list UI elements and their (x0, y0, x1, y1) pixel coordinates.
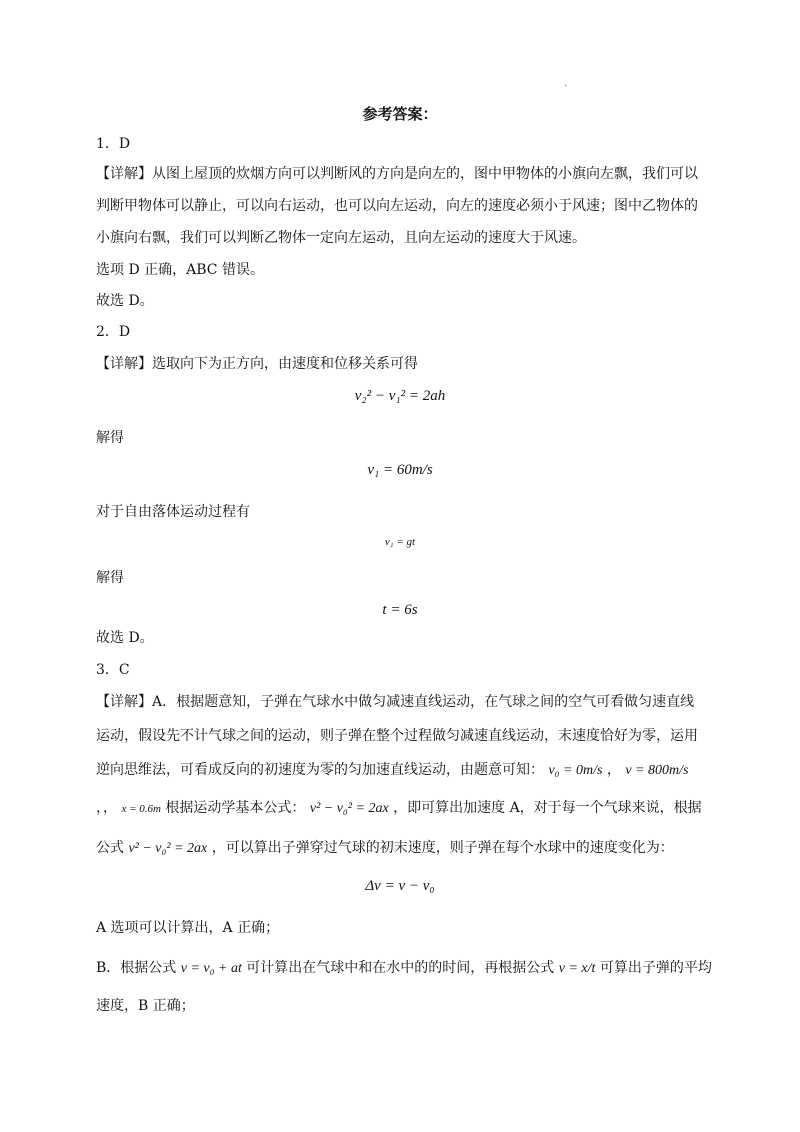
q2-equation-2: v₁ = 60m/s (367, 462, 433, 478)
q3-line5 (96, 838, 674, 859)
q1-line3: 小旗向右飘，我们可以判断乙物体一定向左运动，且向左运动的速度大于风速。 (96, 230, 586, 246)
q3-line7-formula-2: v = x/t (558, 961, 596, 976)
q3-equation-delta-v: Δv = v − v₀ (365, 878, 435, 894)
q3-line7-prefix: B．根据公式 (96, 960, 177, 976)
header-dot: . (564, 78, 568, 89)
q3-line4-prefix: ，， (96, 800, 117, 816)
q3-line3-formula-1: v₀ = 0m/s (548, 763, 603, 778)
q3-line3-formula-2: v = 800m/s (625, 763, 689, 778)
q3-line7-formula-1: v = v₀ + at (180, 961, 242, 976)
q3-number: 3．C (96, 662, 130, 678)
q2-line1: 【详解】选取向下为正方向，由速度和位移关系可得 (96, 356, 418, 372)
q3-line3 (96, 760, 688, 781)
q3-line4-formula-2: v² − v₀² = 2ax (309, 801, 389, 816)
page-title: 参考答案： (362, 105, 438, 123)
q3-line7-middle: 可计算出在气球中和在水中的的时间，再根据公式 (246, 960, 555, 976)
q2-solve-1: 解得 (96, 430, 124, 446)
q2-equation-4: t = 6s (382, 602, 418, 618)
q3-line1: 【详解】A．根据题意知，子弹在气球水中做匀减速直线运动，在气球之间的空气可看做匀速直线 (96, 694, 695, 710)
q3-line4-formula-1: x = 0.6m (121, 803, 161, 815)
q3-line6: A 选项可以计算出，A 正确； (96, 920, 280, 936)
q2-number: 2．D (96, 324, 131, 340)
q2-solve-2: 解得 (96, 570, 124, 586)
q3-line3-text: 逆向思维法，可看成反向的初速度为零的匀加速直线运动，由题意可知： (96, 762, 544, 778)
q1-line5: 故选 D。 (96, 293, 154, 309)
q2-line3: 故选 D。 (96, 630, 154, 646)
q2-line2: 对于自由落体运动过程有 (96, 504, 250, 520)
q2-equation-3: v₁ = gt (384, 536, 416, 548)
q3-line3-separator: ， (606, 762, 621, 778)
q1-line4: 选项 D 正确，ABC 错误。 (96, 262, 264, 278)
q1-line2: 判断甲物体可以静止，可以向右运动，也可以向左运动，向左的速度必须小于风速；图中乙物体的 (96, 198, 698, 214)
q3-line2: 运动，假设先不计气球之间的运动，则子弹在整个过程做匀减速直线运动，末速度恰好为零，运用 (96, 728, 698, 744)
q3-line7-suffix: 可算出子弹的平均 (599, 960, 712, 976)
q3-line8: 速度，B 正确； (96, 998, 195, 1014)
q1-number: 1．D (96, 136, 131, 152)
q2-equation-1: v₂² − v₁² = 2ah (354, 388, 446, 404)
q3-line4-suffix: ，即可算出加速度 A，对于每一个气球来说，根据 (393, 800, 702, 816)
q3-line5-prefix: 公式 (96, 840, 124, 856)
q3-line4-middle: 根据运动学基本公式： (165, 800, 306, 816)
q3-line7 (96, 958, 712, 979)
q3-line5-suffix: ，可以算出子弹穿过气球的初末速度，则子弹在每个水球中的速度变化为： (211, 840, 674, 856)
q1-line1: 【详解】从图上屋顶的炊烟方向可以判断风的方向是向左的，图中甲物体的小旗向左飘，我们可以 (96, 166, 698, 182)
q3-line4 (96, 798, 702, 819)
q3-line5-formula: v² − v₀² = 2ax (128, 841, 208, 856)
